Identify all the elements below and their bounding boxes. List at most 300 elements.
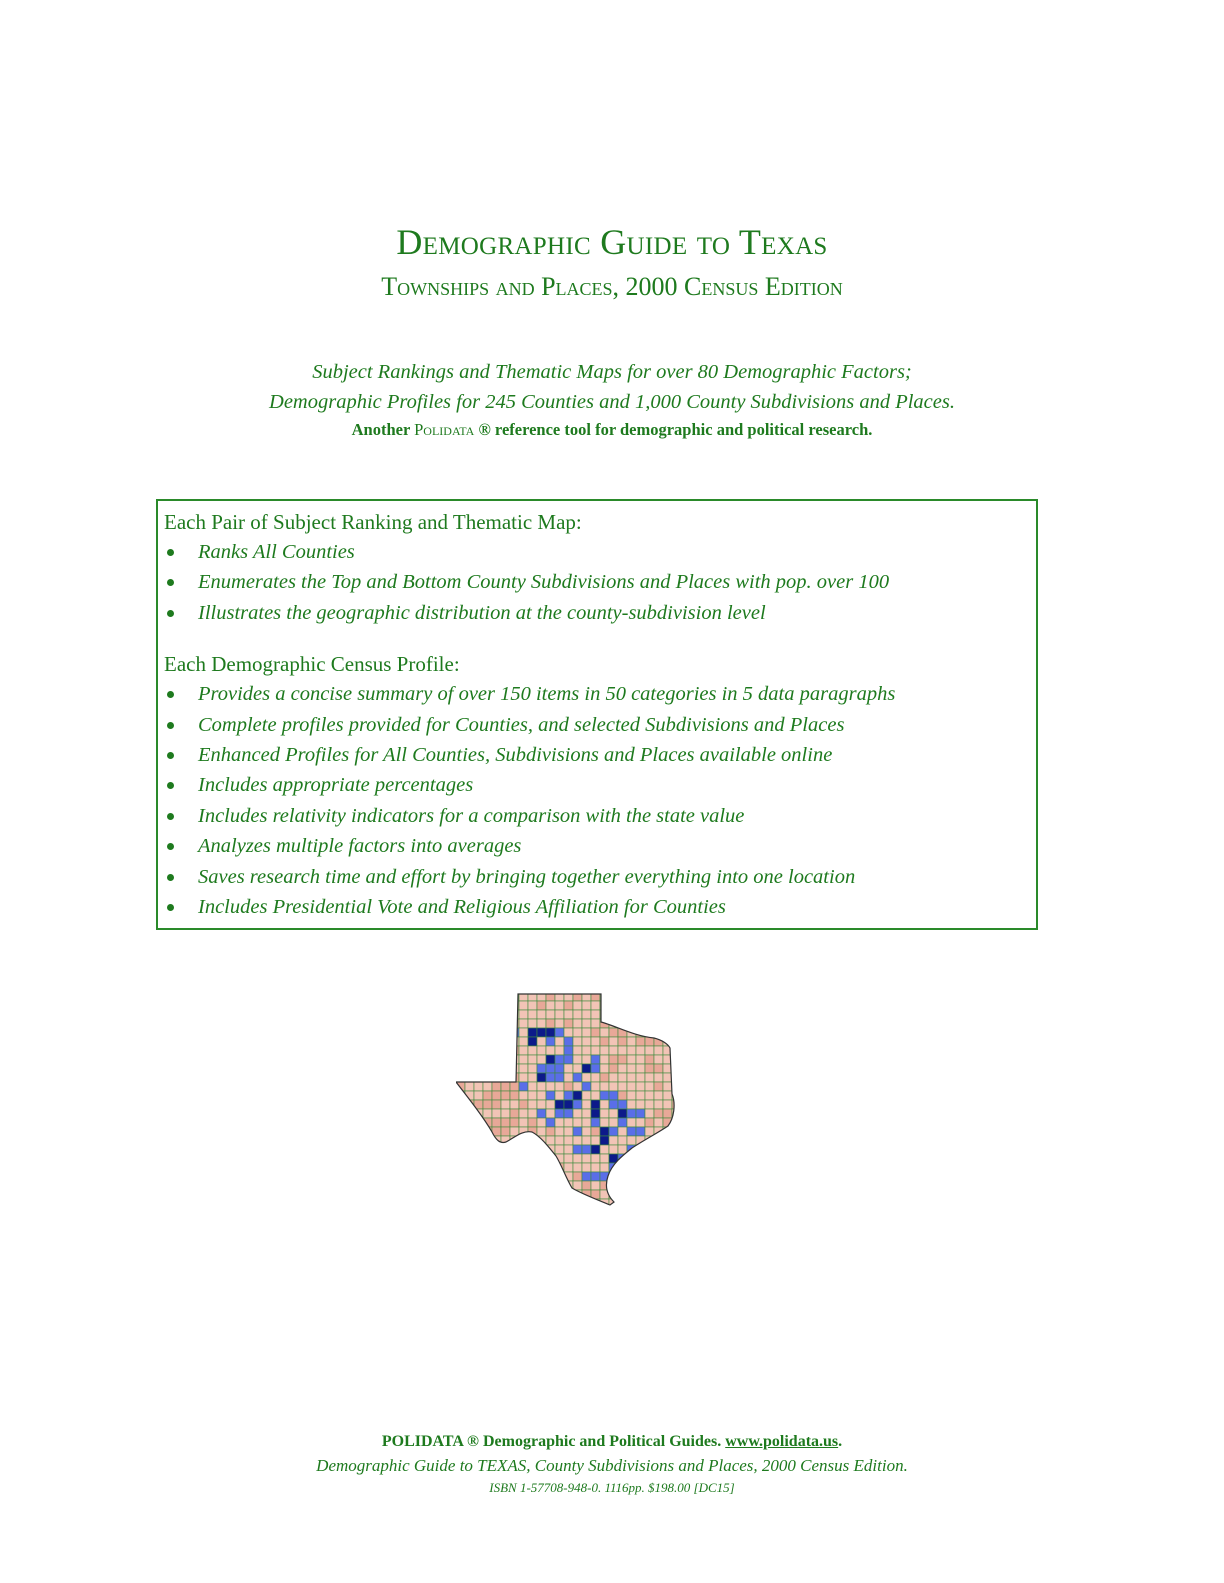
county-cell <box>519 1154 528 1163</box>
county-cell <box>654 1154 663 1163</box>
county-cell <box>555 1190 564 1199</box>
county-cell <box>627 1109 636 1118</box>
county-cell <box>573 1055 582 1064</box>
list-item-text: Enhanced Profiles for All Counties, Subdivisions and Places available online <box>198 744 833 767</box>
county-cell <box>483 1055 492 1064</box>
county-cell <box>474 1154 483 1163</box>
county-cell <box>609 1046 618 1055</box>
county-cell <box>636 992 645 1001</box>
list-item <box>164 831 1030 861</box>
county-cell <box>573 1199 582 1207</box>
county-cell <box>510 1037 519 1046</box>
county-cell <box>645 1010 654 1019</box>
county-cell <box>681 1082 688 1091</box>
county-cell <box>564 1019 573 1028</box>
county-cell <box>528 1172 537 1181</box>
county-cell <box>492 1073 501 1082</box>
county-cell <box>582 1145 591 1154</box>
county-cell <box>546 1064 555 1073</box>
county-cell <box>591 1136 600 1145</box>
county-cell <box>627 1055 636 1064</box>
county-cell <box>591 1109 600 1118</box>
county-cell <box>483 1145 492 1154</box>
county-cell <box>600 1136 609 1145</box>
county-cell <box>501 1190 510 1199</box>
county-cell <box>555 1073 564 1082</box>
county-cell <box>663 1145 672 1154</box>
county-cell <box>573 1019 582 1028</box>
county-cell <box>528 1154 537 1163</box>
county-cell <box>501 1082 510 1091</box>
county-cell <box>663 1001 672 1010</box>
county-cell <box>546 1010 555 1019</box>
county-cell <box>681 1181 688 1190</box>
county-cell <box>465 1109 474 1118</box>
county-cell <box>654 1001 663 1010</box>
county-cell <box>672 1046 681 1055</box>
county-cell <box>510 1154 519 1163</box>
county-cell <box>456 1172 465 1181</box>
county-cell <box>654 1190 663 1199</box>
county-cell <box>663 1082 672 1091</box>
county-cell <box>600 1163 609 1172</box>
county-cell <box>501 1064 510 1073</box>
county-cell <box>474 1118 483 1127</box>
county-cell <box>573 992 582 1001</box>
county-cell <box>681 1091 688 1100</box>
county-cell <box>645 1019 654 1028</box>
county-cell <box>465 1064 474 1073</box>
county-cell <box>564 1100 573 1109</box>
county-cell <box>456 1046 465 1055</box>
list-item-text: Analyzes multiple factors into averages <box>198 835 522 858</box>
county-cell <box>591 1010 600 1019</box>
county-cell <box>582 1154 591 1163</box>
county-cell <box>627 1037 636 1046</box>
county-cell <box>636 1010 645 1019</box>
bullet-icon <box>167 579 174 586</box>
county-cell <box>510 1190 519 1199</box>
county-cell <box>474 1163 483 1172</box>
county-cell <box>645 1046 654 1055</box>
county-cell <box>681 1109 688 1118</box>
county-cell <box>573 1163 582 1172</box>
list-item <box>164 892 1030 922</box>
county-cell <box>663 1181 672 1190</box>
list-item-text: Includes relativity indicators for a comparison with the state value <box>198 804 745 827</box>
county-cell <box>474 1073 483 1082</box>
county-cell <box>645 1091 654 1100</box>
county-cell <box>492 1037 501 1046</box>
county-cell <box>600 1091 609 1100</box>
county-cell <box>564 1190 573 1199</box>
county-cell <box>456 1190 465 1199</box>
county-cell <box>492 1055 501 1064</box>
county-cell <box>591 1046 600 1055</box>
county-cell <box>546 1100 555 1109</box>
county-cell <box>636 1190 645 1199</box>
county-cell <box>483 1154 492 1163</box>
county-cell <box>456 1064 465 1073</box>
county-cell <box>537 1082 546 1091</box>
list-item <box>164 710 1030 740</box>
county-cell <box>582 1055 591 1064</box>
county-cell <box>519 1064 528 1073</box>
county-cell <box>456 1118 465 1127</box>
county-cell <box>519 1109 528 1118</box>
county-cell <box>681 1163 688 1172</box>
county-cell <box>654 1046 663 1055</box>
county-cell <box>555 1082 564 1091</box>
county-cell <box>681 1136 688 1145</box>
county-cell <box>465 1082 474 1091</box>
list-item-text: Illustrates the geographic distribution at the county-subdivision level <box>198 601 766 624</box>
county-cell <box>510 1055 519 1064</box>
county-cell <box>510 1064 519 1073</box>
county-cell <box>519 1172 528 1181</box>
county-cell <box>474 1127 483 1136</box>
county-cell <box>501 1091 510 1100</box>
county-cell <box>582 1181 591 1190</box>
county-cell <box>456 1154 465 1163</box>
county-cell <box>582 1190 591 1199</box>
county-cell <box>519 1082 528 1091</box>
county-cell <box>600 1046 609 1055</box>
county-cell <box>501 1028 510 1037</box>
county-cell <box>555 1046 564 1055</box>
county-cell <box>510 1091 519 1100</box>
county-cell <box>681 1154 688 1163</box>
county-cell <box>564 1118 573 1127</box>
county-cell <box>663 1199 672 1207</box>
county-cell <box>600 1064 609 1073</box>
county-cell <box>564 1091 573 1100</box>
county-cell <box>600 1082 609 1091</box>
county-cell <box>582 1037 591 1046</box>
county-cell <box>474 1181 483 1190</box>
county-cell <box>663 1136 672 1145</box>
county-cell <box>681 1046 688 1055</box>
county-cell <box>654 1172 663 1181</box>
county-cell <box>672 1082 681 1091</box>
footer-isbn: ISBN 1-57708-948-0. 1116pp. $198.00 [DC15] <box>489 1480 735 1495</box>
county-cell <box>510 1172 519 1181</box>
county-cell <box>546 1109 555 1118</box>
county-cell <box>591 1019 600 1028</box>
county-cell <box>636 1019 645 1028</box>
county-cell <box>636 1127 645 1136</box>
county-cell <box>492 1109 501 1118</box>
county-cell <box>465 1127 474 1136</box>
county-cell <box>465 1010 474 1019</box>
county-cell <box>627 1154 636 1163</box>
county-cell <box>537 1028 546 1037</box>
county-cell <box>465 1073 474 1082</box>
county-cell <box>501 1019 510 1028</box>
county-cell <box>645 1199 654 1207</box>
county-cell <box>519 1037 528 1046</box>
county-cell <box>483 1199 492 1207</box>
county-cell <box>474 1064 483 1073</box>
county-cell <box>501 1199 510 1207</box>
county-cell <box>672 1055 681 1064</box>
county-cell <box>483 1046 492 1055</box>
county-cell <box>555 1163 564 1172</box>
county-cell <box>564 1046 573 1055</box>
county-cell <box>573 1091 582 1100</box>
county-cell <box>519 1181 528 1190</box>
polidata-website-link[interactable]: www.polidata.us <box>725 1433 839 1450</box>
county-cell <box>465 1136 474 1145</box>
county-cell <box>465 1001 474 1010</box>
county-cell <box>528 1001 537 1010</box>
county-cell <box>501 1163 510 1172</box>
bullet-icon <box>167 722 174 729</box>
county-cell <box>636 1037 645 1046</box>
county-cell <box>618 1001 627 1010</box>
county-cell <box>492 1154 501 1163</box>
county-cell <box>510 1199 519 1207</box>
county-cell <box>591 1118 600 1127</box>
county-cell <box>483 1037 492 1046</box>
county-cell <box>645 1190 654 1199</box>
county-cell <box>465 1199 474 1207</box>
county-cell <box>618 1109 627 1118</box>
county-cell <box>501 1154 510 1163</box>
footer-publisher-text: POLIDATA ® Demographic and Political Guides. <box>381 1433 726 1450</box>
county-cell <box>618 1091 627 1100</box>
county-cell <box>681 1118 688 1127</box>
county-cell <box>456 1145 465 1154</box>
county-cell <box>528 1073 537 1082</box>
county-cell <box>474 1046 483 1055</box>
county-cell <box>555 1145 564 1154</box>
county-cell <box>537 1154 546 1163</box>
bullet-icon <box>167 782 174 789</box>
county-cell <box>501 1046 510 1055</box>
county-cell <box>654 992 663 1001</box>
footer-period: . <box>838 1433 843 1450</box>
county-cell <box>663 1100 672 1109</box>
county-cell <box>501 992 510 1001</box>
county-cell <box>609 1118 618 1127</box>
county-cell <box>537 1199 546 1207</box>
tagline-prefix: Another <box>351 420 415 439</box>
county-cell <box>645 1172 654 1181</box>
county-cell <box>609 1055 618 1064</box>
county-cell <box>537 1181 546 1190</box>
county-cell <box>546 1055 555 1064</box>
county-cell <box>474 1136 483 1145</box>
county-cell <box>591 1055 600 1064</box>
county-cell <box>564 1064 573 1073</box>
county-cell <box>528 1046 537 1055</box>
county-cell <box>528 1010 537 1019</box>
county-cell <box>456 1136 465 1145</box>
county-cell <box>609 1073 618 1082</box>
county-cell <box>636 1154 645 1163</box>
county-cell <box>609 1082 618 1091</box>
county-cell <box>654 1055 663 1064</box>
county-cell <box>555 1010 564 1019</box>
county-cell <box>465 1190 474 1199</box>
county-cell <box>456 1100 465 1109</box>
county-cell <box>600 1154 609 1163</box>
county-cell <box>618 1010 627 1019</box>
county-cell <box>519 1190 528 1199</box>
list-item-text: Includes Presidential Vote and Religious Affiliation for Counties <box>198 896 726 919</box>
list-item-text: Enumerates the Top and Bottom County Subdivisions and Places with pop. over 100 <box>198 571 890 594</box>
county-cell <box>537 1118 546 1127</box>
county-cell <box>564 1010 573 1019</box>
county-cell <box>492 1172 501 1181</box>
county-cell <box>618 1136 627 1145</box>
county-cell <box>573 1064 582 1073</box>
county-cell <box>672 1037 681 1046</box>
county-cell <box>555 1055 564 1064</box>
county-cell <box>474 1190 483 1199</box>
county-cell <box>537 992 546 1001</box>
county-cell <box>528 1136 537 1145</box>
county-cell <box>600 1127 609 1136</box>
county-cell <box>636 1145 645 1154</box>
county-cell <box>564 1055 573 1064</box>
county-cell <box>528 1019 537 1028</box>
bullet-icon <box>167 752 174 759</box>
county-cell <box>627 1172 636 1181</box>
county-cell <box>627 1082 636 1091</box>
county-cell <box>672 1145 681 1154</box>
county-cell <box>627 1118 636 1127</box>
county-cell <box>519 1100 528 1109</box>
county-cell <box>618 1100 627 1109</box>
county-cell <box>618 1163 627 1172</box>
county-cell <box>564 1028 573 1037</box>
county-cell <box>519 1163 528 1172</box>
list-item <box>164 862 1030 892</box>
list-item-text: Includes appropriate percentages <box>198 774 474 797</box>
county-cell <box>546 1199 555 1207</box>
county-cell <box>483 1127 492 1136</box>
county-cell <box>510 1073 519 1082</box>
county-cell <box>474 1028 483 1037</box>
county-cell <box>564 1127 573 1136</box>
county-cell <box>546 1082 555 1091</box>
county-cell <box>645 1082 654 1091</box>
county-cell <box>681 1172 688 1181</box>
county-cell <box>609 1145 618 1154</box>
county-cell <box>492 1163 501 1172</box>
county-cell <box>573 1109 582 1118</box>
county-cell <box>591 1163 600 1172</box>
county-cell <box>582 1163 591 1172</box>
county-cell <box>609 1028 618 1037</box>
county-cell <box>528 1199 537 1207</box>
county-cell <box>492 1118 501 1127</box>
county-cell <box>600 1055 609 1064</box>
county-cell <box>528 1163 537 1172</box>
county-cell <box>564 1199 573 1207</box>
county-cell <box>627 1163 636 1172</box>
county-cell <box>573 1136 582 1145</box>
county-cell <box>510 1082 519 1091</box>
list-item <box>164 740 1030 770</box>
county-cell <box>636 1199 645 1207</box>
county-cell <box>609 1172 618 1181</box>
county-cell <box>510 1109 519 1118</box>
county-cell <box>546 1019 555 1028</box>
county-cell <box>483 1010 492 1019</box>
county-cell <box>501 1127 510 1136</box>
county-cell <box>672 1190 681 1199</box>
county-cell <box>483 1064 492 1073</box>
county-cell <box>618 1064 627 1073</box>
county-cell <box>546 1118 555 1127</box>
county-cell <box>645 1127 654 1136</box>
county-cell <box>501 1055 510 1064</box>
county-cell <box>672 1172 681 1181</box>
county-cell <box>555 1037 564 1046</box>
county-cell <box>483 1082 492 1091</box>
county-cell <box>645 1109 654 1118</box>
county-cell <box>555 1100 564 1109</box>
county-cell <box>645 1145 654 1154</box>
county-cell <box>591 1064 600 1073</box>
list-item-text: Provides a concise summary of over 150 items in 50 categories in 5 data paragraphs <box>198 683 896 706</box>
page-subtitle: Townships and Places, 2000 Census Edition <box>381 272 843 301</box>
county-cell <box>564 1163 573 1172</box>
county-cell <box>456 992 465 1001</box>
county-cell <box>537 1019 546 1028</box>
list-item <box>164 598 1030 628</box>
county-cell <box>537 1172 546 1181</box>
list-item-text: Ranks All Counties <box>198 541 355 563</box>
county-cell <box>618 1199 627 1207</box>
county-cell <box>591 1172 600 1181</box>
county-cell <box>636 1055 645 1064</box>
county-cell <box>636 1118 645 1127</box>
texas-thematic-map-icon <box>456 992 688 1207</box>
county-cell <box>537 1037 546 1046</box>
county-cell <box>627 1127 636 1136</box>
county-cell <box>654 1082 663 1091</box>
county-cell <box>546 1001 555 1010</box>
county-cell <box>510 1163 519 1172</box>
county-cell <box>546 1028 555 1037</box>
county-cell <box>474 1037 483 1046</box>
county-cell <box>456 1019 465 1028</box>
county-cell <box>654 1073 663 1082</box>
county-cell <box>672 1001 681 1010</box>
county-cell <box>645 1163 654 1172</box>
county-cell <box>591 1028 600 1037</box>
county-cell <box>537 1091 546 1100</box>
county-cell <box>537 1055 546 1064</box>
county-cell <box>627 992 636 1001</box>
county-cell <box>483 1028 492 1037</box>
county-cell <box>519 1046 528 1055</box>
county-cell <box>537 1073 546 1082</box>
county-cell <box>654 1136 663 1145</box>
county-cell <box>564 992 573 1001</box>
county-cell <box>654 1145 663 1154</box>
county-cell <box>618 1073 627 1082</box>
county-cell <box>663 1163 672 1172</box>
county-cell <box>600 1181 609 1190</box>
county-cell <box>465 1118 474 1127</box>
county-cell <box>483 1181 492 1190</box>
county-cell <box>609 1001 618 1010</box>
